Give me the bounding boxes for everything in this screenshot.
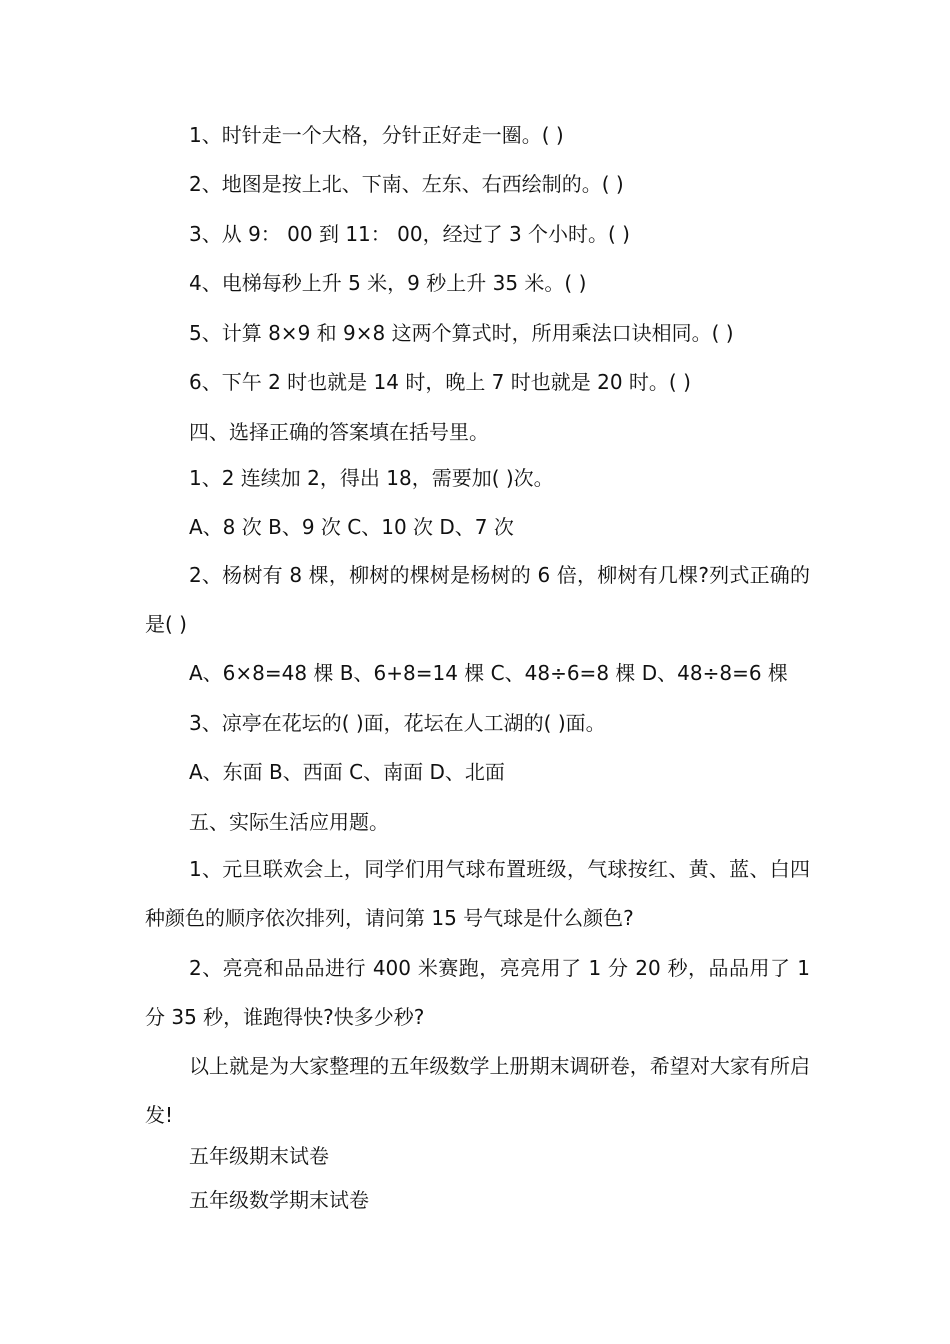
- choice-question-3: 3、凉亭在花坛的( )面，花坛在人工湖的( )面。: [189, 711, 606, 735]
- true-false-item-5: 5、计算 8×9 和 9×8 这两个算式时，所用乘法口诀相同。( ): [189, 321, 734, 345]
- section-heading-5: 五、实际生活应用题。: [189, 810, 389, 834]
- true-false-item-3: 3、从 9： 00 到 11： 00，经过了 3 个小时。( ): [189, 222, 630, 246]
- true-false-item-4: 4、电梯每秒上升 5 米，9 秒上升 35 米。( ): [189, 271, 587, 295]
- closing-paragraph: 以上就是为大家整理的五年级数学上册期末调研卷，希望对大家有所启发!: [145, 1054, 810, 1127]
- true-false-item-6: 6、下午 2 时也就是 14 时，晚上 7 时也就是 20 时。( ): [189, 370, 691, 394]
- application-question-1: 1、元旦联欢会上，同学们用气球布置班级，气球按红、黄、蓝、白四种颜色的顺序依次排列，请问第 15 号气球是什么颜色?: [145, 857, 810, 930]
- choice-question-2: 2、杨树有 8 棵，柳树的棵树是杨树的 6 倍，柳树有几棵?列式正确的是( ): [145, 563, 810, 636]
- section-heading-4: 四、选择正确的答案填在括号里。: [189, 420, 489, 444]
- choice-options-1: A、8 次 B、9 次 C、10 次 D、7 次: [189, 515, 514, 539]
- application-question-2: 2、亮亮和品品进行 400 米赛跑，亮亮用了 1 分 20 秒，品品用了 1 分 35 秒，谁跑得快?快多少秒?: [145, 956, 810, 1029]
- related-link-2: 五年级数学期末试卷: [189, 1188, 369, 1212]
- choice-options-2: A、6×8=48 棵 B、6+8=14 棵 C、48÷6=8 棵 D、48÷8=6 棵: [189, 661, 788, 685]
- true-false-item-2: 2、地图是按上北、下南、左东、右西绘制的。( ): [189, 172, 624, 196]
- related-link-1: 五年级期末试卷: [189, 1144, 329, 1168]
- choice-question-1: 1、2 连续加 2，得出 18，需要加( )次。: [189, 466, 554, 490]
- choice-options-3: A、东面 B、西面 C、南面 D、北面: [189, 760, 505, 784]
- true-false-item-1: 1、时针走一个大格，分针正好走一圈。( ): [189, 123, 564, 147]
